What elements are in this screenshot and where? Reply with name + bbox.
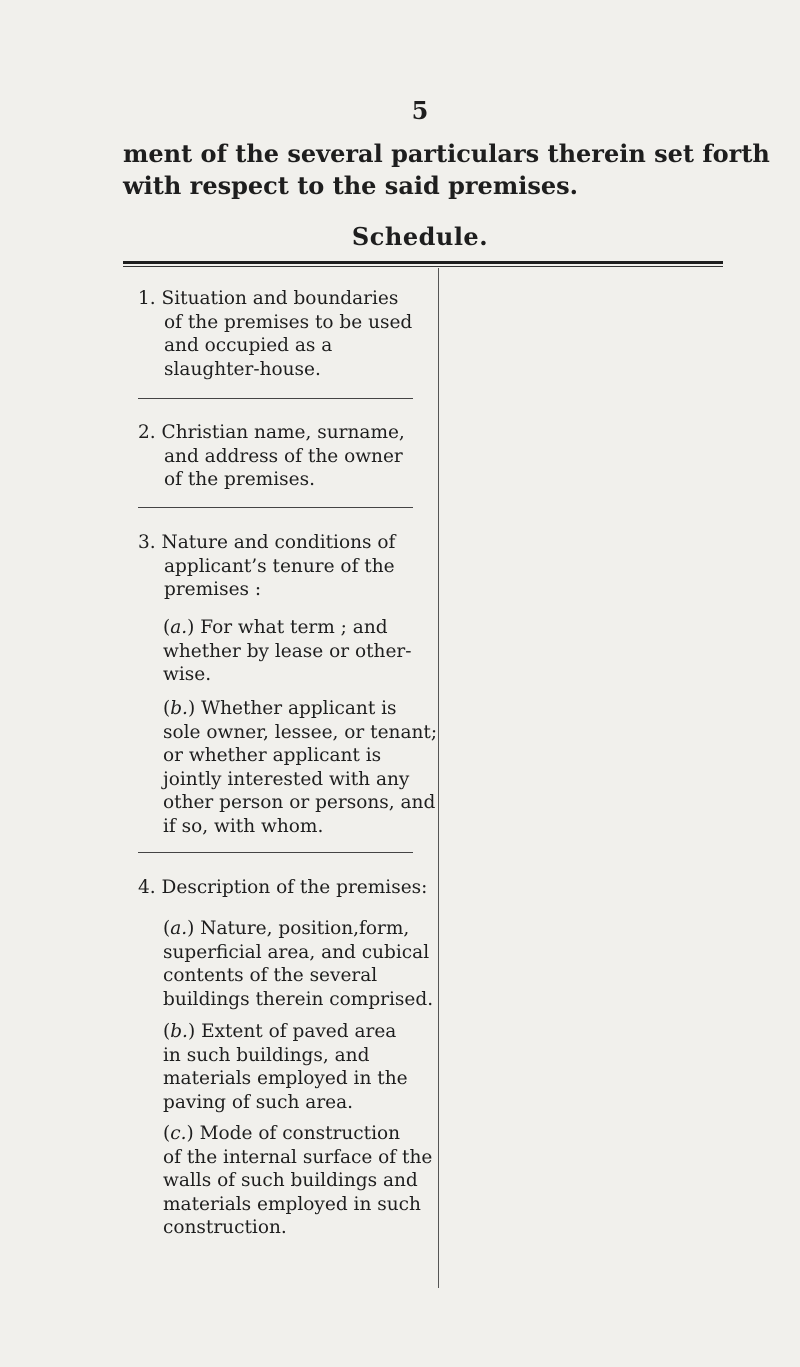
- schedule-item-2: [138, 421, 438, 492]
- item-line: of the premises to be used: [164, 311, 413, 333]
- schedule-item-1: [138, 287, 438, 381]
- item-number: 4.: [138, 877, 156, 898]
- sub-line: (c.) Mode of construction: [163, 1123, 401, 1144]
- item-number: 1.: [138, 288, 156, 309]
- sub-line: contents of the several: [163, 965, 378, 986]
- sub-item-4a: [163, 917, 443, 1011]
- intro-paragraph: [123, 138, 783, 202]
- sub-line: other person or persons, and: [163, 792, 436, 813]
- sub-line: or whether applicant is: [163, 745, 382, 766]
- sub-label: a.: [170, 617, 188, 638]
- item-line: and address of the owner: [164, 445, 403, 467]
- sub-label: b.: [170, 698, 188, 719]
- table-top-rule: [123, 261, 723, 264]
- item-line: slaughter-house.: [164, 358, 321, 380]
- item-line: applicant’s tenure of the: [164, 555, 395, 577]
- sub-line: sole owner, lessee, or tenant;: [163, 721, 438, 743]
- sub-text: Extent of paved area: [201, 1021, 397, 1042]
- item-line: [138, 531, 438, 555]
- sub-line: construction.: [163, 1217, 287, 1238]
- sub-line: (a.) For what term ; and: [163, 617, 388, 638]
- sub-line: materials employed in the: [163, 1068, 408, 1089]
- sub-line: walls of such buildings and: [163, 1170, 418, 1191]
- sub-line: if so, with whom.: [163, 815, 324, 837]
- sub-line: (b.) Extent of paved area: [163, 1021, 397, 1042]
- item-number: 2.: [138, 422, 156, 443]
- sub-label: c.: [170, 1123, 187, 1144]
- sub-item-4c: [163, 1122, 443, 1240]
- sub-label: a.: [170, 918, 188, 939]
- item-separator: [138, 507, 413, 508]
- sub-item-3b: [163, 697, 443, 838]
- sub-text: For what term ; and: [200, 617, 388, 638]
- sub-line: wise.: [163, 664, 212, 685]
- sub-text: Nature, position,form,: [200, 918, 410, 939]
- item-line: of the premises.: [164, 469, 315, 490]
- item-line: and occupied as a: [164, 335, 333, 356]
- sub-text: Mode of construction: [199, 1123, 401, 1144]
- schedule-item-3: [138, 531, 438, 602]
- sub-text: Whether applicant is: [201, 698, 397, 719]
- sub-item-3a: [163, 616, 443, 687]
- page-number: 5: [411, 96, 429, 125]
- sub-line: paving of such area.: [163, 1091, 354, 1113]
- item-line: premises :: [164, 579, 262, 600]
- item-line: [138, 421, 438, 445]
- sub-line: of the internal surface of the: [163, 1146, 433, 1168]
- item-number: 3.: [138, 532, 156, 553]
- item-text: Christian name, surname,: [161, 422, 405, 443]
- sub-line: in such buildings, and: [163, 1044, 370, 1066]
- sub-line: whether by lease or other-: [163, 640, 412, 662]
- sub-line: buildings therein comprised.: [163, 988, 434, 1010]
- item-text: Situation and boundaries: [161, 288, 399, 309]
- sub-line: materials employed in such: [163, 1193, 421, 1215]
- intro-line: with respect to the said premises.: [123, 171, 578, 200]
- item-separator: [138, 398, 413, 399]
- item-line: [138, 287, 438, 311]
- sub-line: (a.) Nature, position,form,: [163, 918, 410, 939]
- sub-line: (b.) Whether applicant is: [163, 698, 397, 719]
- schedule-heading: Schedule.: [351, 222, 489, 251]
- sub-line: jointly interested with any: [163, 768, 410, 790]
- schedule-item-4: [138, 876, 438, 900]
- sub-label: b.: [170, 1021, 188, 1042]
- item-separator: [138, 852, 413, 853]
- item-line: [138, 876, 438, 900]
- sub-line: superficial area, and cubical: [163, 941, 430, 963]
- table-top-rule-thin: [123, 266, 723, 267]
- intro-line: ment of the several particulars therein set forth: [123, 139, 770, 168]
- item-text: Description of the premises:: [161, 877, 428, 898]
- sub-item-4b: [163, 1020, 443, 1114]
- item-text: Nature and conditions of: [161, 532, 396, 553]
